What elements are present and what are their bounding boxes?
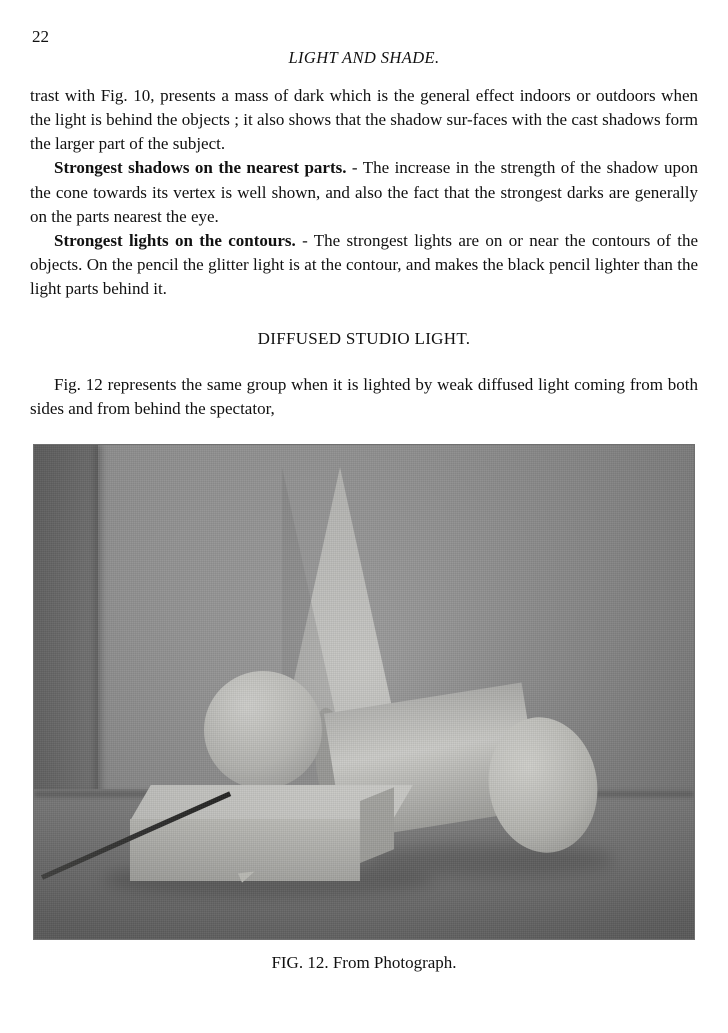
paragraph-3 <box>30 229 698 301</box>
wall-left-panel <box>34 445 98 805</box>
figure-photograph <box>33 444 695 940</box>
page-number: 22 <box>32 27 49 46</box>
figure-caption: FIG. 12. From Photograph. <box>271 953 457 972</box>
paragraph-4: Fig. 12 represents the same group when it is lighted by weak diffused light coming from both sides and from behind the spectator, <box>30 375 698 419</box>
body-text <box>30 84 698 422</box>
running-head: LIGHT AND SHADE. <box>288 48 440 67</box>
paragraph-3-text: - The strongest lights are on or near the contours of the objects. On the pencil the glitter light is at the contour, and makes the black pencil lighter than the light parts behind it. <box>30 230 698 298</box>
section-heading: DIFFUSED STUDIO LIGHT. <box>257 329 471 349</box>
figure-12 <box>33 444 695 973</box>
paragraph-2-runin-heading: Strongest shadows on the nearest parts. <box>54 158 347 178</box>
paragraph-3-runin-heading: Strongest lights on the contours. <box>54 230 296 250</box>
paragraph-1: trast with Fig. 10, presents a mass of dark which is the general effect indoors or outdoors when the light is behind the objects ; it also shows that the shadow sur-faces with the cast shadows form the larger part of the subject. <box>30 86 698 154</box>
wall-corner-shadow <box>94 445 102 797</box>
sphere-shape <box>204 671 322 789</box>
paragraph-2 <box>30 156 698 228</box>
paragraph-2-text: - The increase in the strength of the shadow upon the cone towards its vertex is well shown, and also the fact that the strongest darks are generally on the parts nearest the eye. <box>30 158 698 226</box>
